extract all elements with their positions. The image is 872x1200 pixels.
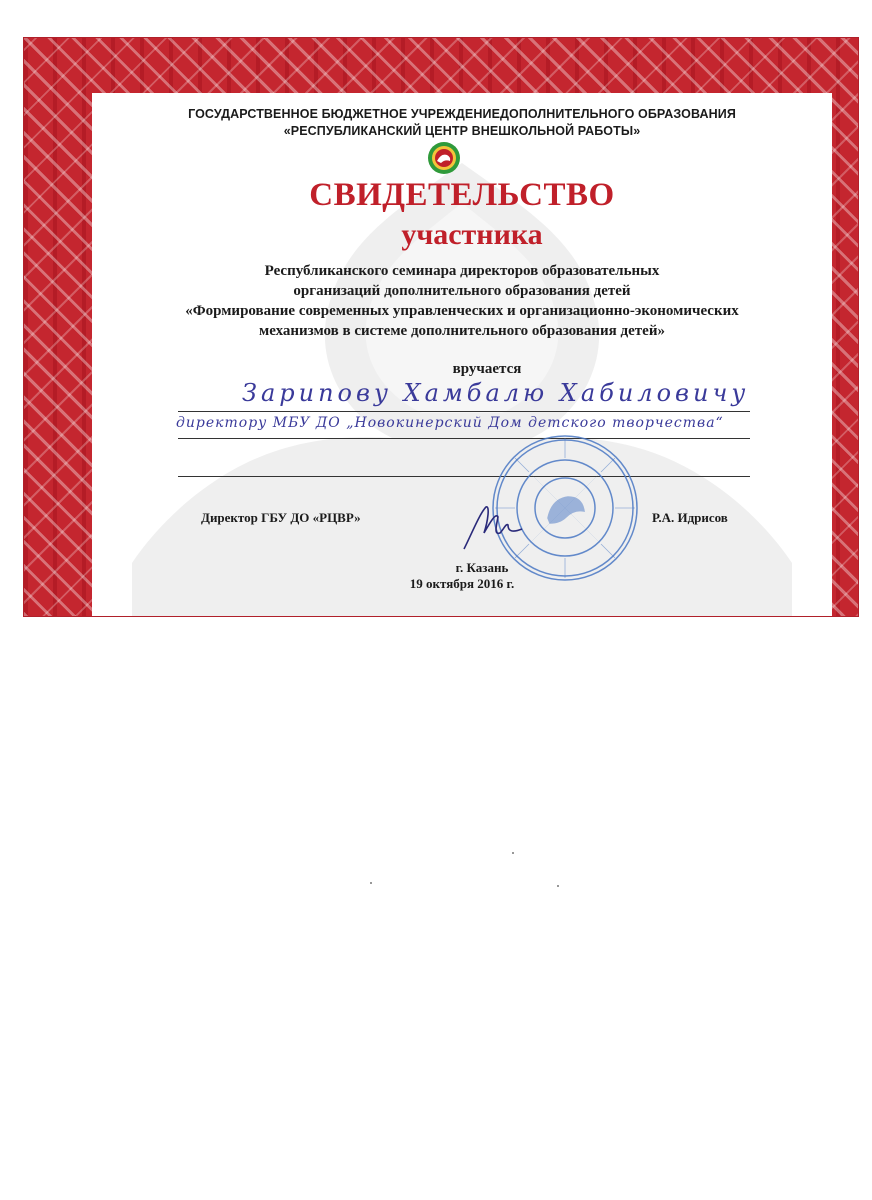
certificate bbox=[24, 38, 858, 616]
certificate-subtitle: участника bbox=[401, 218, 543, 251]
description-line-1: Республиканского семинара директоров образовательных bbox=[264, 263, 660, 279]
recipient-name-line bbox=[178, 411, 750, 412]
handwritten-signature bbox=[462, 503, 532, 553]
certificate-panel bbox=[92, 93, 832, 616]
scan-speck bbox=[557, 885, 559, 887]
recipient-name: Зарипову Хамбалю Хабиловичу bbox=[242, 379, 750, 407]
date: 19 октября 2016 г. bbox=[409, 576, 515, 591]
certificate-title: СВИДЕТЕЛЬСТВО bbox=[309, 177, 615, 213]
recipient-position-line bbox=[178, 438, 750, 439]
tatarstan-emblem-icon bbox=[427, 141, 461, 175]
recipient-position: директору МБУ ДО „Новокинерский Дом детского творчества“ bbox=[176, 415, 724, 431]
description-line-2: организаций дополнительного образования детей bbox=[293, 283, 631, 299]
header-line-1: ГОСУДАРСТВЕННОЕ БЮДЖЕТНОЕ УЧРЕЖДЕНИЕДОПОЛНИТЕЛЬНОГО ОБРАЗОВАНИЯ bbox=[188, 107, 736, 121]
signatory-name: Р.А. Идрисов bbox=[652, 510, 728, 525]
header-line-2: «РЕСПУБЛИКАНСКИЙ ЦЕНТР ВНЕШКОЛЬНОЙ РАБОТЫ» bbox=[283, 124, 641, 138]
blank-line bbox=[178, 476, 750, 477]
scan-speck bbox=[370, 882, 372, 884]
description-line-4: механизмов в системе дополнительного образования детей» bbox=[259, 323, 665, 339]
description-line-3: «Формирование современных управленческих и организационно-экономических bbox=[185, 303, 739, 319]
scan-speck bbox=[512, 852, 514, 854]
signatory-title: Директор ГБУ ДО «РЦВР» bbox=[201, 510, 361, 525]
place: г. Казань bbox=[455, 560, 509, 575]
awarded-label: вручается bbox=[452, 361, 522, 377]
